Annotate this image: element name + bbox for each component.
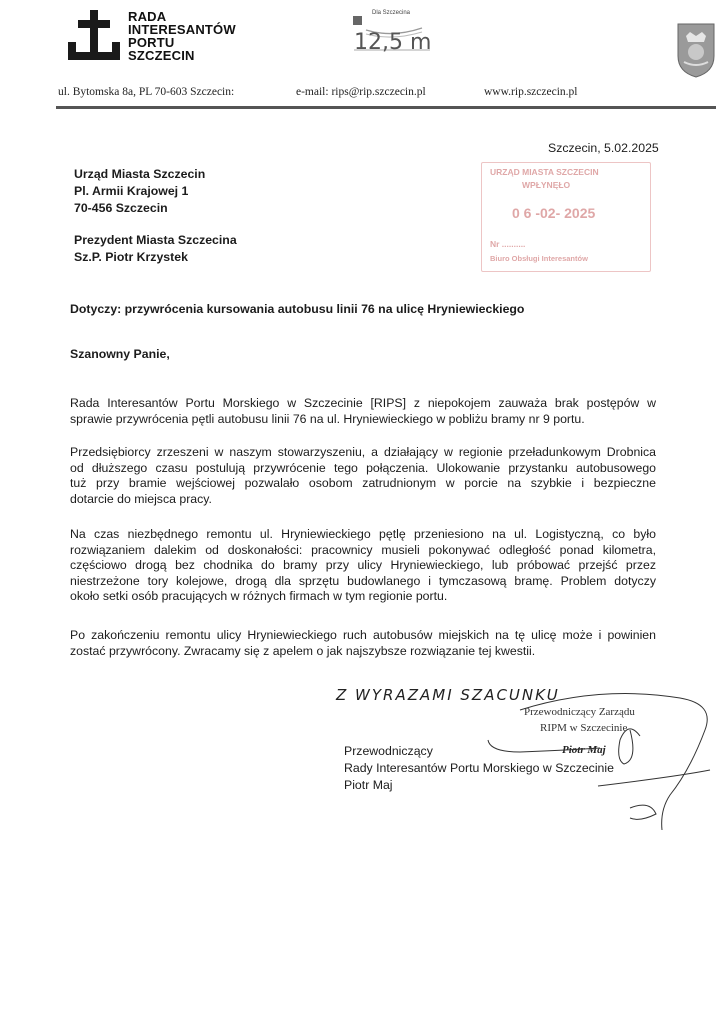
contact-email: e-mail: rips@rip.szczecin.pl [296, 86, 426, 98]
signature-block [344, 743, 614, 794]
stamp-text: Biuro Obsługi Interesantów [490, 254, 588, 263]
contact-address: ul. Bytomska 8a, PL 70-603 Szczecin: [58, 86, 235, 98]
received-stamp [481, 162, 651, 272]
header-divider [56, 106, 716, 109]
recipient-line: Prezydent Miasta Szczecina [74, 233, 237, 247]
paragraph-line: Rada Interesantów Portu Morskiego w Szczecinie [RIPS] z niepokojem zauważa brak postępów w [70, 396, 656, 410]
paragraph-line: rozwiązaniem dalekim od doskonałości: pracownicy musieli pokonywać odległość ponad kilometra, [70, 542, 656, 557]
stamp-text: WPŁYNĘŁO [522, 180, 571, 190]
stamp-date: 0 6 -02- 2025 [512, 205, 596, 221]
stamp-text: Nr .......... [490, 239, 526, 249]
paragraph [70, 445, 656, 507]
paragraph-line: tuż przy bramie wejściowej pozwalało osobom zatrudnionym w porcie na szybkie i bezpieczne [70, 476, 656, 490]
paragraph-line: Po zakończeniu remontu ulicy Hryniewieckiego ruch autobusów miejskich na tę ulicę może i powinien [70, 628, 656, 642]
recipient-person [74, 232, 237, 266]
paragraph [70, 396, 656, 427]
org-name-line: PORTU [128, 35, 175, 50]
organization-name [128, 10, 236, 62]
stamp-text: URZĄD MIASTA SZCZECIN [490, 167, 599, 177]
recipient-line: Pl. Armii Krajowej 1 [74, 184, 189, 198]
signature-line: Rady Interesantów Portu Morskiego w Szczecinie [344, 761, 614, 775]
paragraph-line: dotarcie do miejsca pracy. [70, 491, 212, 506]
recipient-line: Urząd Miasta Szczecin [74, 167, 206, 181]
paragraph [70, 628, 656, 659]
contact-website: www.rip.szczecin.pl [484, 86, 578, 98]
city-coat-of-arms-icon [676, 22, 716, 78]
paragraph [70, 527, 656, 605]
paragraph-line: Na czas niezbędnego remontu ul. Hryniewieckiego pętlę przeniesiono na ul. Logistyczną, co było [70, 527, 656, 541]
badge-depth-value: 12,5 m [354, 30, 432, 55]
paragraph-line: zostać przywrócony. Zwracamy się z apelem o jak najszybsze rozwiązanie tej kwestii. [70, 643, 536, 658]
anchor-logo-icon [66, 10, 122, 64]
paragraph-line: Przedsiębiorcy zrzeszeni w naszym stowarzyszeniu, a działający w regionie przeładunkowym Drobnica [70, 445, 656, 459]
signature-line: Piotr Maj [344, 778, 393, 792]
depth-badge [352, 8, 434, 60]
org-name-line: INTERESANTÓW [128, 22, 236, 37]
letter-date: Szczecin, 5.02.2025 [548, 141, 659, 155]
signature-stamp-line: RIPM w Szczecinie [540, 722, 628, 734]
paragraph-line: około setki osób pracujących w różnych firmach w tym regionie portu. [70, 589, 448, 603]
recipient-office [74, 166, 205, 217]
paragraph-line: częściowo drogą bez chodnika do bramy przy ulicy Hryniewieckiego, lub próbować przejść przez [70, 558, 656, 572]
salutation: Szanowny Panie, [70, 347, 170, 361]
signature-line: Przewodniczący [344, 744, 433, 758]
handwritten-closing: Z WYRAZAMI SZACUNKU [336, 686, 560, 704]
badge-caption: Dla Szczecina [372, 10, 411, 16]
signature-stamp-line: Przewodniczący Zarządu [524, 706, 635, 718]
recipient-line: 70-456 Szczecin [74, 201, 168, 215]
org-name-line: SZCZECIN [128, 48, 195, 63]
paragraph-line: od dłuższego czasu postulują przywrócenie tego połączenia. Ulokowanie przystanku autobusowego [70, 460, 656, 475]
letter-subject: Dotyczy: przywrócenia kursowania autobusu linii 76 na ulicę Hryniewieckiego [70, 302, 525, 316]
recipient-line: Sz.P. Piotr Krzystek [74, 250, 188, 264]
signature-stamp-name: Piotr Maj [562, 744, 606, 756]
paragraph-line: niestrzeżone tory kolejowe, drogą dla sprzętu budowlanego i tymczasową bramę. Problem dotyczy [70, 573, 656, 588]
paragraph-line: sprawie przywrócenia pętli autobusu linii 76 na ul. Hryniewieckiego w pobliżu bramy nr 9 portu. [70, 411, 585, 426]
org-name-line: RADA [128, 9, 167, 24]
